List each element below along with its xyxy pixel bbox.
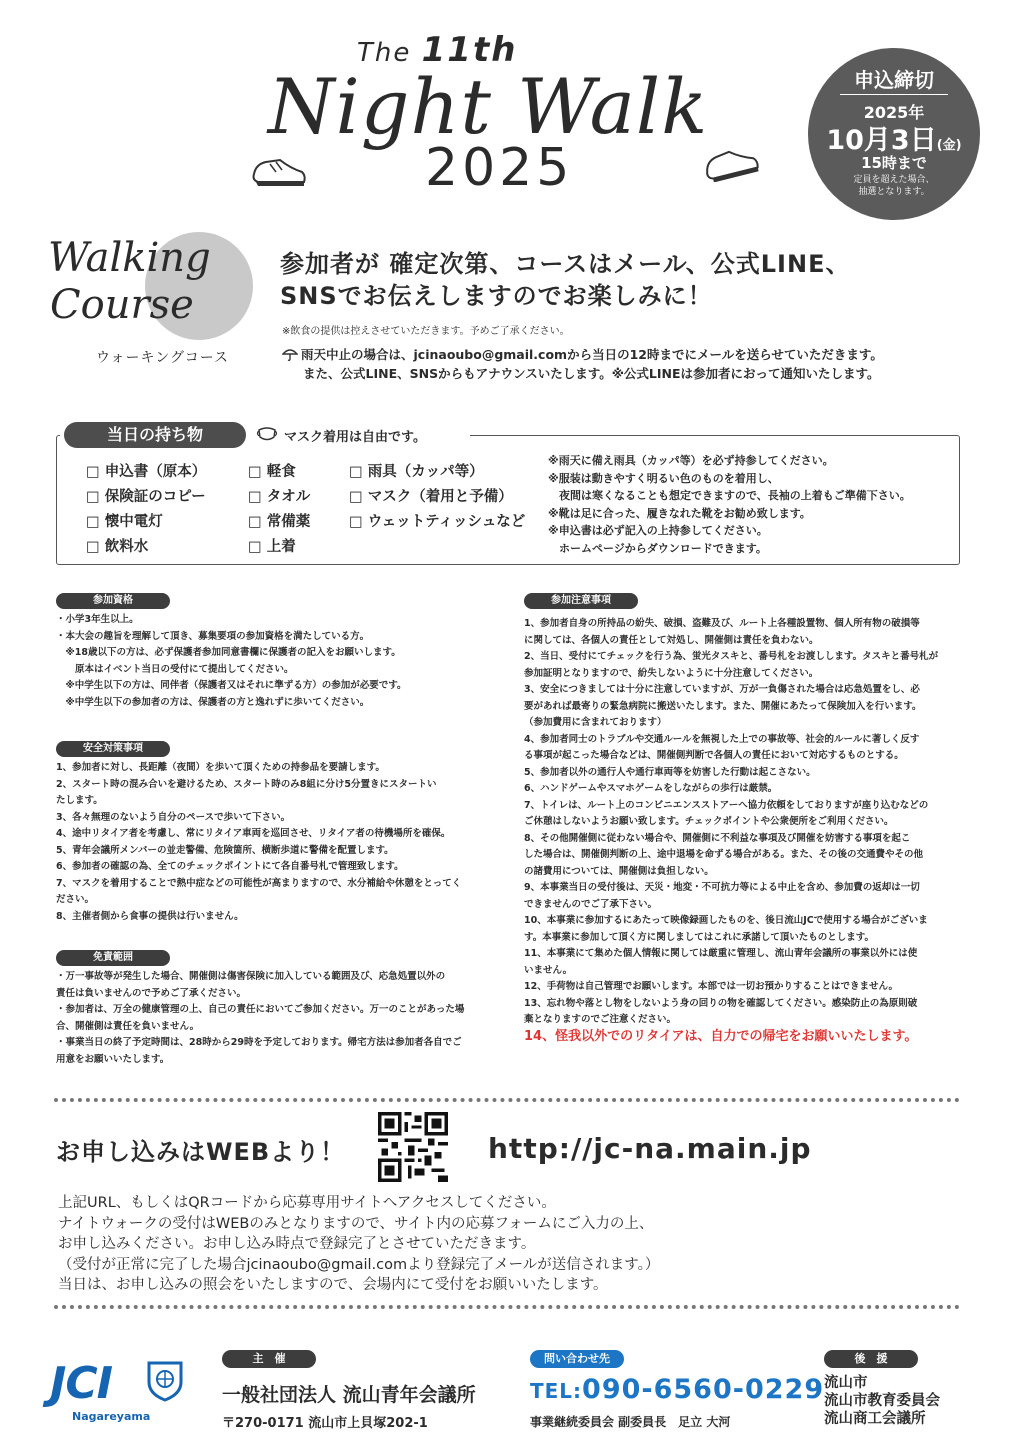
host-org: 一般社団法人 流山青年会議所 [222, 1384, 476, 1406]
dotted-divider-bottom [54, 1305, 960, 1309]
deadline-date: 10月3日(金) [826, 125, 962, 156]
deadline-divider [840, 94, 948, 95]
supporters-list [824, 1374, 940, 1428]
belonging-item: □ マスク（着用と予備） [349, 489, 513, 505]
belonging-item: □ 軽食 [248, 464, 296, 480]
belongings-col2 [248, 460, 310, 560]
caution-line-14: 14、怪我以外でのリタイアは、自力での帰宅をお願いいたします。 [524, 1028, 918, 1044]
belonging-item: □ 飲料水 [86, 539, 149, 555]
course-badge-sub: ウォーキングコース [96, 350, 230, 366]
deadline-note: 定員を超えた場合、 抽選となります。 [853, 175, 935, 197]
contact-tel[interactable]: TEL:090-6560-0229 [530, 1374, 825, 1405]
supporter-item: 流山市教育委員会 [824, 1393, 940, 1409]
mask-icon [256, 425, 278, 447]
support-label: 後 援 [824, 1350, 918, 1368]
shoe-icon-right [700, 140, 760, 186]
title-the: The 11th [357, 30, 518, 70]
contact-person: 事業継続委員会 副委員長 足立 大河 [530, 1415, 731, 1429]
host-address: 〒270-0171 流山市上貝塚202-1 [222, 1416, 428, 1431]
belonging-item: □ 雨具（カッパ等） [349, 464, 484, 480]
deadline-label: 申込締切 [854, 68, 934, 92]
apply-body: 上記URL、もしくはQRコードから応募専用サイトへアクセスしてください。 ナイトウォークの受付はWEBのみとなりますので、サイト内の応募フォームにご入力の上、 お申し込みください。お申し込み時点で登録完了とさせていただきます。 （受付が正常に完了した場合jcinaoubo@gmail.comより登録完了メールが送信されます。） 当日は、お申し込みの照会をいたしますので、会場内にて受付をお願いいたします。 [58, 1195, 660, 1293]
qr-code-icon[interactable] [378, 1112, 448, 1182]
supporter-item: 流山商工会議所 [824, 1411, 926, 1427]
safety-title: 安全対策事項 [56, 741, 170, 757]
eligibility-title: 参加資格 [56, 593, 170, 609]
cautions-title: 参加注意事項 [524, 593, 638, 609]
jci-logo-sub: Nagareyama [72, 1410, 151, 1423]
dotted-divider-top [54, 1098, 960, 1102]
exemption-title: 免責範囲 [56, 950, 170, 966]
jci-logo: JCI [50, 1358, 113, 1409]
deadline-year: 2025年 [863, 103, 925, 122]
mask-note: マスク着用は自由です。 [284, 430, 426, 445]
umbrella-icon [282, 346, 298, 366]
eligibility-body: ・小学3年生以上。 ・本大会の趣旨を理解して頂き、募集要項の参加資格を満たしている方。 ※18歳以下の方は、必ず保護者参加同意書欄に保護者の記入をお願いします。 原本はイベント当日の受付にて提出してください。 ※中学生以下の方は、同伴者（保護者又はそれに準ずる方）の参加が必要です。 ※中学生以下の参加者の方は、保護者の方と逸れずに歩いてください。 [56, 614, 407, 708]
cautions-body: 1、参加者自身の所持品の紛失、破損、盗難及び、ルート上各種設置物、個人所有物の破損等 に関しては、各個人の責任として対処し、開催側は責任を負わない。 2、当日、受付にてチェックを行う為、蛍光タスキと、番号札をお渡しします。タスキと番号札が 参加証明となりますので、紛失しないように十分注意してください。 3、安全につきましては十分に注意していますが、万が一負傷された場合は応急処置をし、必 要があれば最寄りの緊急病院に搬送いたします。また、開催にあたって保険加入を行います。 （参加費用に含まれております） 4、参加者同士のトラブルや交通ルールを無視した上での事故等、社会的ルールに著しく反す る事項が起こった場合などは、開催側判断で各個人の責任において対応するものとする。 5、参加者以外の通行人や通行車両等を妨害した行動は起こさない。 6、ハンドゲームやスマホゲームをしながらの歩行は厳禁。 7、トイレは、ルート上のコンビニエンスストアーへ協力依頼をしておりますが座り込むなどの ご休憩はしないようお願い致します。チェックポイントや公衆便所をご利用ください。 8、その他開催側に従わない場合や、開催側に不利益な事項及び開催を妨害する事項を起こ した場合は、開催側判断の上、途中退場を命ずる場合がある。また、その後の交通費やその他 の諸費用については、開催側は負担しない。 9、本事業当日の受付後は、天災・地変・不可抗力等による中止を含め、参加費の返却は一切 できませんのでご了承下さい。 10、本事業に参加するにあたって映像録画したものを、後日流山JCで使用する場合がございま す。本事業に参加して頂く方に関しましてはこれに承諾して頂いたものとします。 11、本事業にて集めた個人情報に関しては厳重に管理し、流山青年会議所の事業以外には使 いません。 12、手荷物は自己管理でお願いします。本部では一切お預かりすることはできません。 13、忘れ物や落とし物をしないよう身の回りの物を確認してください。感染防止の為原則破 棄となりますのでご注意ください。 14、怪我以外でのリタイアは、自力での帰宅をお願いいたします。 [524, 616, 964, 1045]
host-label: 主 催 [222, 1350, 316, 1368]
apply-heading: お申し込みはWEBより！ [56, 1138, 346, 1166]
belonging-item: □ タオル [248, 489, 311, 505]
belonging-item: □ ウェットティッシュなど [349, 514, 526, 530]
jci-emblem-icon [146, 1360, 184, 1402]
belonging-item: □ 懐中電灯 [86, 514, 163, 530]
event-title: Night Walk [268, 62, 709, 151]
belongings-col1 [86, 460, 206, 560]
course-badge-line1: Walking [48, 235, 211, 281]
belonging-item: □ 保険証のコピー [86, 489, 206, 505]
belongings-col3 [349, 460, 525, 535]
belonging-item: □ 上着 [248, 539, 296, 555]
belonging-item: □ 申込書（原本） [86, 464, 207, 480]
deadline-badge [808, 48, 980, 220]
belongings-tab: 当日の持ち物 [64, 422, 246, 448]
safety-body: 1、参加者に対し、長距離（夜間）を歩いて頂くための持参品を要請します。 2、スタート時の混み合いを避けるため、スタート時のみ8組に分け5分置きにスタートい たします。 3、各々無理のないよう自分のペースで歩いて下さい。 4、途中リタイア者を考慮し、常にリタイア車両を巡回させ、リタイア者の待機場所を確保。 5、青年会議所メンバーの並走警備、危険箇所、横断歩道に警備を配置します。 6、参加者の確認の為、全てのチェックポイントにて各自番号札で管理致します。 7、マスクを着用することで熱中症などの可能性が高まりますので、水分補給や休憩をとってく ださい。 8、主催者側から食事の提供は行いません。 [56, 762, 462, 922]
rain-note: 雨天中止の場合は、jcinaoubo@gmail.comから当日の12時までにメールを送らせていただきます。 また、公式LINE、SNSからもアナウンスいたします。※公式LINEは参加者におって通知いたします。 [301, 347, 883, 381]
belongings-notes: ※雨天に備え雨具（カッパ等）を必ず持参してください。 ※服装は動きやすく明るい色のものを着用し、 夜間は寒くなることも想定できますので、長袖の上着もご準備下さい。 ※靴は足に合った、履きなれた靴をお勧め致します。 ※申込書は必ず記入の上持参してください。 ホームページからダウンロードできます。 [548, 454, 911, 555]
shoe-icon-left [250, 150, 308, 194]
deadline-time: 15時まで [861, 154, 927, 172]
event-year: 2025 [425, 138, 574, 198]
course-heading: 参加者が 確定次第、コースはメール、公式LINE、 SNSでお伝えしますのでお楽しみに！ [280, 250, 851, 310]
belonging-item: □ 常備薬 [248, 514, 311, 530]
apply-url-link[interactable]: http://jc-na.main.jp [488, 1132, 812, 1165]
course-badge-line2: Course [50, 282, 194, 328]
food-note: ※飲食の提供は控えさせていただきます。予めご了承ください。 [282, 326, 570, 337]
supporter-item: 流山市 [824, 1375, 868, 1391]
contact-label: 問い合わせ先 [530, 1350, 624, 1368]
exemption-body: ・万一事故等が発生した場合、開催側は傷害保険に加入している範囲及び、応急処置以外の 責任は負いませんので予めご了承ください。 ・参加者は、万全の健康管理の上、自己の責任においてご参加ください。万一のことがあった場 合、開催側は責任を負いません。 ・事業当日の終了予定時間は、28時から29時を予定しております。帰宅方法は参加者各自でご 用意をお願いいたします。 [56, 971, 465, 1065]
